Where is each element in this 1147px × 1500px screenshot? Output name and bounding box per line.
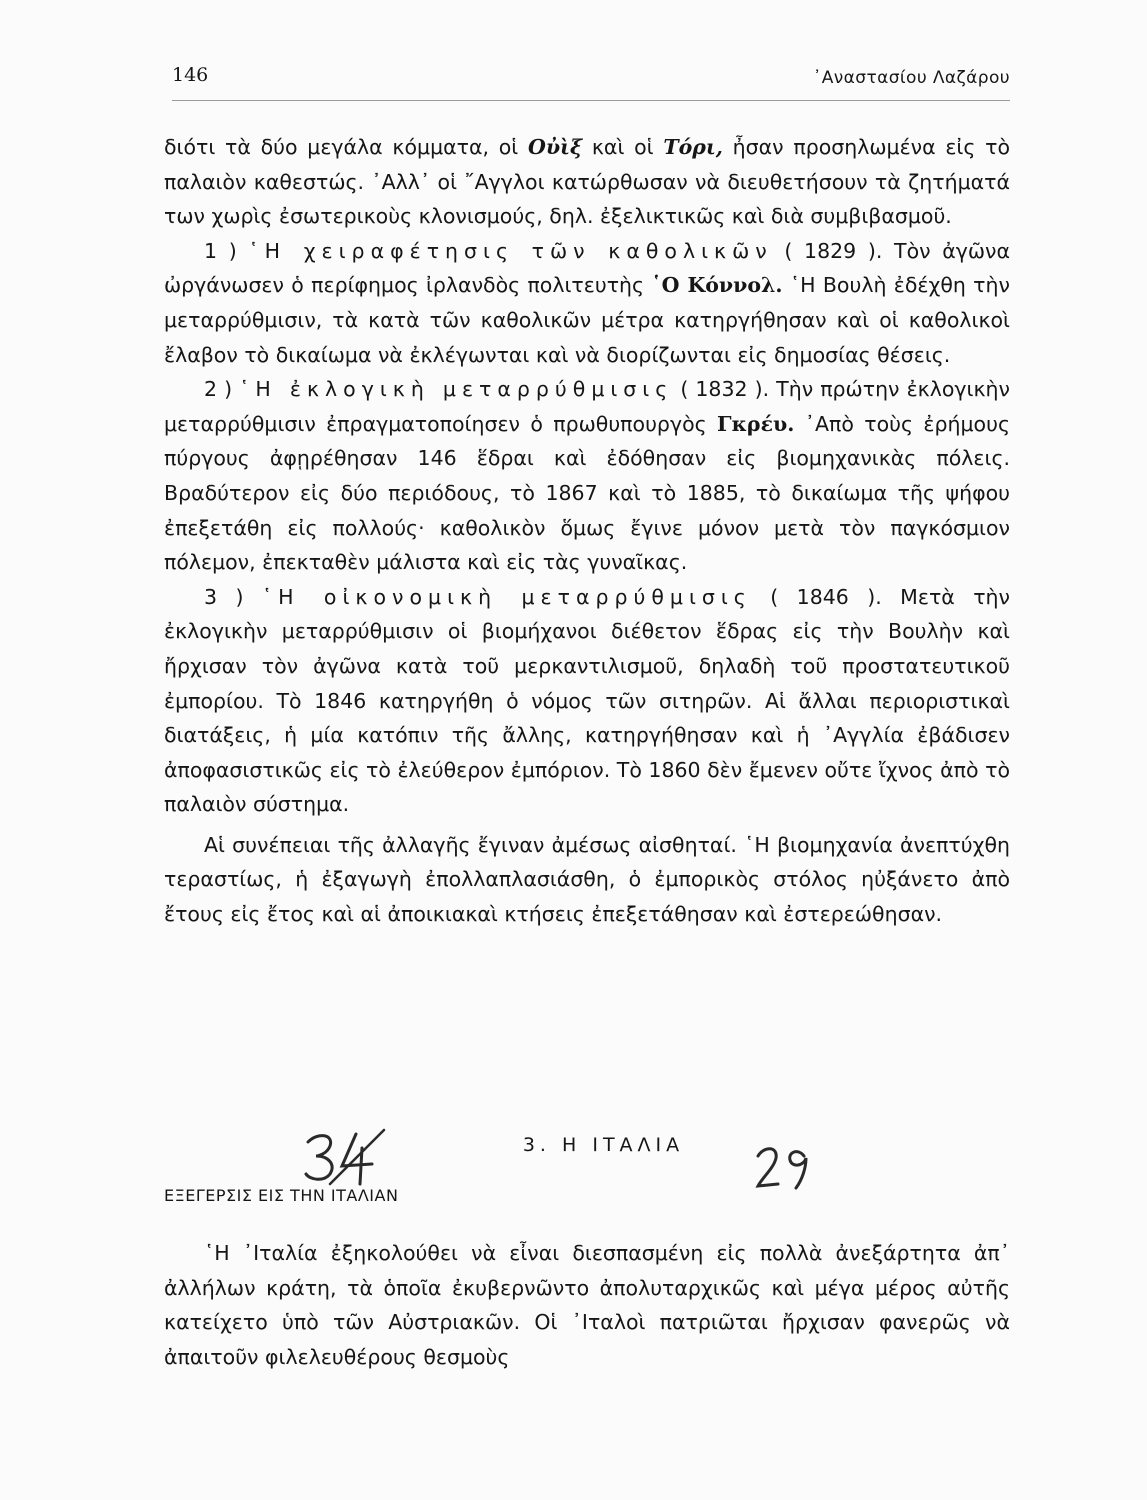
tories-term: Τόρι, <box>663 135 723 159</box>
italy-text <box>164 1236 1010 1374</box>
page-number: 146 <box>172 64 209 86</box>
paragraph-italy: ῾Η ᾿Ιταλία ἐξηκολούθει νὰ εἶναι διεσπασμένη εἰς πολλὰ ἀνεξάρτητα ἀπ᾿ ἀλλήλων κράτη, τὰ ὁποῖα ἐκυβερνῶντο ἀπολυταρχικῶς καὶ μέγα μέρος αὐτῆς κατείχετο ὑπὸ τῶν Αὐστριακῶν. Οἱ ᾿Ιταλοὶ πατριῶται ἤρχισαν φανερῶς νὰ ἀπαιτοῦν φιλελευθέρους θεσμοὺς <box>164 1241 1010 1369</box>
item-title: ῾Η χειραφέτησις τῶν καθολικῶν <box>248 238 773 263</box>
item-electoral-reform: 2 ) ῾Η ἐκλογικὴ μεταρρύθμισις ( 1832 ). Τὴν πρώτην ἐκλογικὴν μεταρρύθμισιν ἐπραγματοποίησεν ὁ πρωθυπουργὸς Γκρέυ. ᾿Απὸ τοὺς ἐρήμους πύργους ἀφῃρέθησαν 146 ἕδραι καὶ ἐδόθησαν εἰς βιομηχανικὰς πόλεις. Βραδύτερον εἰς δύο περιόδους, τὸ 1867 καὶ τὸ 1885, τὸ δικαίωμα τῆς ψήφου ἐπεξετάθη εἰς πολλούς· καθολικὸν ὅμως ἔγινε μόνον μετὰ τὸν παγκόσμιον πόλεμον, ἐπεκταθὲν μάλιστα καὶ εἰς τὰς γυναῖκας. <box>164 377 1010 575</box>
page-header <box>172 62 1010 101</box>
person-name: Γκρέυ. <box>717 411 795 436</box>
item-title: ῾Η ἐκλογικὴ μεταρρύθμισις <box>239 377 674 402</box>
main-text <box>164 130 1010 932</box>
paragraph-parties: διότι τὰ δύο μεγάλα κόμματα, οἱ Οὐὶξ καὶ οἱ Τόρι, ἦσαν προσηλωμένα εἰς τὸ παλαιὸν καθεστώς. ᾿Αλλ᾿ οἱ ῎Αγγλοι κατώρθωσαν νὰ διευθετήσουν τὰ ζητήματά των χωρὶς ἐσωτερικοὺς κλονισμούς, δηλ. ἐξελικτικῶς καὶ διὰ συμβιβασμοῦ. <box>164 135 1011 229</box>
item-title: ῾Η οἰκονομικὴ μεταρρύθμισις <box>261 584 752 609</box>
section-heading: 3. Η ΙΤΑΛΙΑ <box>522 1134 685 1156</box>
running-title: ᾿Αναστασίου Λαζάρου <box>812 68 1010 88</box>
item-economic-reform: 3 ) ῾Η οἰκονομικὴ μεταρρύθμισις ( 1846 ). Μετὰ τὴν ἐκλογικὴν μεταρρύθμισιν οἱ βιομήχανοι διέθετον ἕδρας εἰς τὴν Βουλὴν καὶ ἤρχισαν τὸν ἀγῶνα κατὰ τοῦ μερκαντιλισμοῦ, δηλαδὴ τοῦ προστατευτικοῦ ἐμπορίου. Τὸ 1846 κατηργήθη ὁ νόμος τῶν σιτηρῶν. Αἱ ἄλλαι περιοριστικαὶ διατάξεις, ἡ μία κατόπιν τῆς ἄλλης, κατηργήθησαν καὶ ἡ ᾿Αγγλία ἐβάδισεν ἀποφασιστικῶς εἰς τὸ ἐλεύθερον ἐμπόριον. Τὸ 1860 δὲν ἔμενεν οὔτε ἴχνος ἀπὸ τὸ παλαιὸν σύστημα. <box>164 584 1010 817</box>
item-catholic-emancipation: 1 ) ῾Η χειραφέτησις τῶν καθολικῶν ( 1829 ). Τὸν ἀγῶνα ὠργάνωσεν ὁ περίφημος ἰρλανδὸς πολιτευτὴς ῾Ο Κόννολ. ῾Η Βουλὴ ἐδέχθη τὴν μεταρρύθμισιν, τὰ κατὰ τῶν καθολικῶν μέτρα κατηργήθησαν καὶ οἱ καθολικοὶ ἔλαβον τὸ δικαίωμα νὰ ἐκλέγωνται καὶ νὰ διορίζωνται εἰς δημοσίας θέσεις. <box>164 238 1011 367</box>
whigs-term: Οὐὶξ <box>527 135 583 159</box>
person-name: ῾Ο Κόννολ. <box>651 273 783 298</box>
paragraph-consequences: Αἱ συνέπειαι τῆς ἀλλαγῆς ἔγιναν ἀμέσως αἰσθηταί. ῾Η βιομηχανία ἀνεπτύχθη τεραστίως, ἡ ἐξαγωγὴ ἐπολλαπλασιάσθη, ὁ ἐμπορικὸς στόλος ηὐξάνετο ἀπὸ ἔτους εἰς ἔτος καὶ αἱ ἀποικιακαὶ κτήσεις ἐπεξετάθησαν καὶ ἐστερεώθησαν. <box>164 832 1010 927</box>
subheading: ΕΞΕΓΕΡΣΙΣ ΕΙΣ ΤΗΝ ΙΤΑΛΙΑΝ <box>164 1186 399 1205</box>
